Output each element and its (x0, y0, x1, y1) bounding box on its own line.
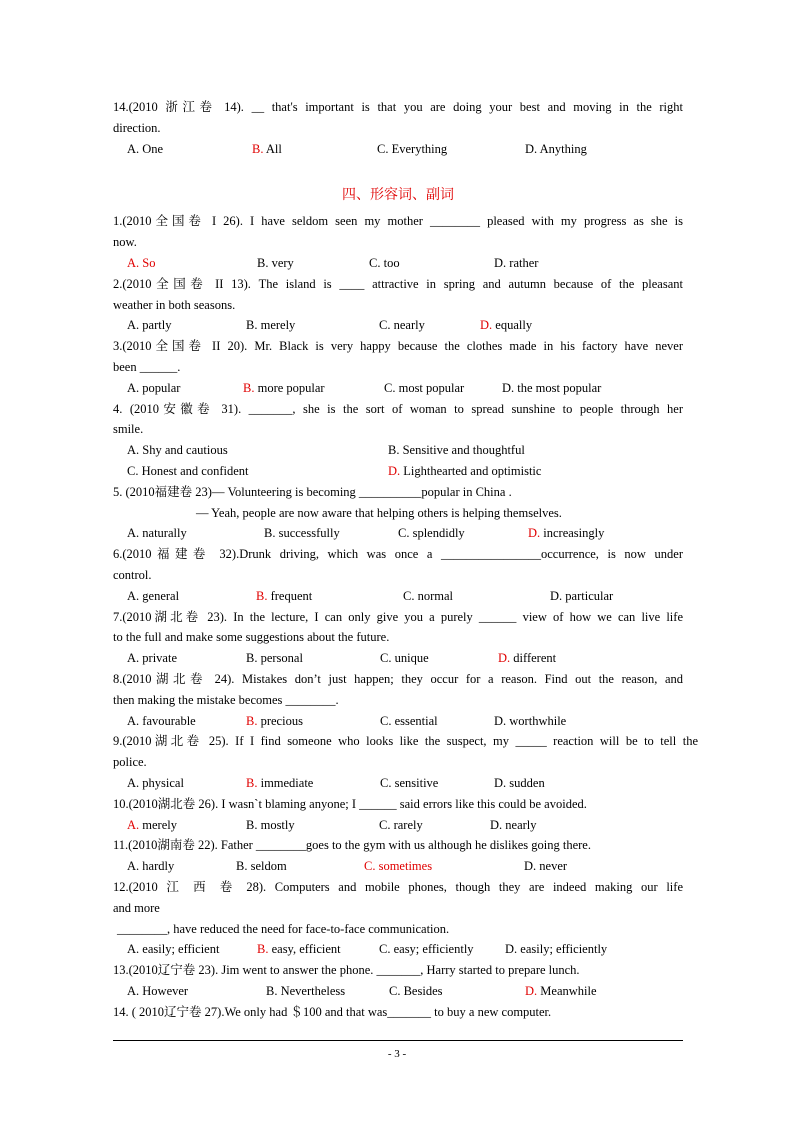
option-d: D. the most popular (502, 381, 602, 395)
option-c: C. too (369, 256, 400, 270)
question-stem-line: now. (113, 235, 137, 249)
option-c: C. sometimes (364, 859, 433, 873)
option-c: C. unique (380, 651, 429, 665)
question-stem-line: 11.(2010湖南卷 22). Father ________goes to the gym with us although he dislikes going there. (113, 838, 591, 852)
option-a: A. So (127, 256, 156, 270)
option-c: C. most popular (384, 381, 465, 395)
option-b: B. Sensitive and thoughtful (388, 443, 525, 457)
option-a: A. physical (127, 776, 184, 790)
option-b: B. seldom (236, 859, 287, 873)
option-b: B. more popular (243, 381, 325, 395)
option-d: D. different (498, 651, 557, 665)
footer-rule (113, 1040, 683, 1041)
question-stem-line: 9.(2010湖北卷 25). If I find someone who looks like the suspect, my _____ reaction will be to tell the (113, 734, 698, 748)
question-stem-line: 5. (2010福建卷 23)— Volunteering is becoming __________popular in China . (113, 485, 512, 499)
option-a: A. partly (127, 318, 172, 332)
question-stem-line: ________, have reduced the need for face-to-face communication. (117, 922, 450, 936)
option-c: C. normal (403, 589, 454, 603)
question-stem-line: 10.(2010湖北卷 26). I wasn`t blaming anyone; I ______ said errors like this could be avoided. (113, 797, 587, 811)
option-d: D. nearly (490, 818, 537, 832)
option-a: A. Shy and cautious (127, 443, 228, 457)
option-c: C. nearly (379, 318, 425, 332)
option-d: D. easily; efficiently (505, 942, 608, 956)
option-b: B. precious (246, 714, 303, 728)
question-stem-line: 6.(2010福建卷 32).Drunk driving, which was once a ________________occurrence, is now under (113, 547, 683, 561)
option-b: B. easy, efficient (257, 942, 341, 956)
option-a: A. easily; efficient (127, 942, 220, 956)
option-d: D. Lighthearted and optimistic (388, 464, 542, 478)
question-stem-line: 13.(2010辽宁卷 23). Jim went to answer the phone. _______, Harry started to prepare lunch. (113, 963, 580, 977)
option-a: A. hardly (127, 859, 175, 873)
option-b: B. Nevertheless (266, 984, 346, 998)
option-c: C. easy; efficiently (379, 942, 474, 956)
option-c: C. splendidly (398, 526, 465, 540)
option-d: D. sudden (494, 776, 545, 790)
question-stem-line: 7.(2010湖北卷 23). In the lecture, I can only give you a purely ______ view of how we can live life (113, 610, 683, 624)
section-heading: 四、形容词、副词 (342, 188, 454, 203)
option-c: C. Besides (389, 984, 443, 998)
question-stem-line: smile. (113, 422, 144, 436)
option-a: A. naturally (127, 526, 187, 540)
option-b: B. mostly (246, 818, 295, 832)
option-a: A. favourable (127, 714, 196, 728)
question-stem-line: 1.(2010全国卷 I 26). I have seldom seen my mother ________ pleased with my progress as she is (113, 214, 683, 228)
option-a: A. One (127, 142, 164, 156)
option-c: C. Honest and confident (127, 464, 249, 478)
option-b: B. merely (246, 318, 296, 332)
option-a: A. private (127, 651, 177, 665)
question-stem-line: 2.(2010全国卷 II 13). The island is ____ attractive in spring and autumn because of the pleasant (113, 277, 683, 291)
option-d: D. Anything (525, 142, 587, 156)
option-a: A. However (127, 984, 189, 998)
question-stem-line: then making the mistake becomes ________. (113, 693, 339, 707)
option-d: D. worthwhile (494, 714, 567, 728)
option-d: D. increasingly (528, 526, 605, 540)
option-d: D. Meanwhile (525, 984, 597, 998)
question-stem-line: and more (113, 901, 160, 915)
question-stem-line: 4. (2010安徽卷 31). _______, she is the sort of woman to spread sunshine to people through her (113, 402, 683, 416)
question-stem-line: 14. ( 2010辽宁卷 27).We only had ＄100 and that was_______ to buy a new computer. (113, 1005, 552, 1019)
option-d: D. equally (480, 318, 533, 332)
question-stem-line: — Yeah, people are now aware that helping others is helping themselves. (196, 506, 562, 520)
option-a: A. popular (127, 381, 181, 395)
question-stem-line: control. (113, 568, 152, 582)
question-stem-line: police. (113, 755, 147, 769)
option-c: C. rarely (379, 818, 423, 832)
question-stem-line: 3.(2010全国卷 II 20). Mr. Black is very happy because the clothes made in his factory have never (113, 339, 683, 353)
option-d: D. rather (494, 256, 539, 270)
question-stem-line: weather in both seasons. (113, 298, 236, 312)
option-b: B. very (257, 256, 294, 270)
option-a: A. general (127, 589, 180, 603)
option-c: C. essential (380, 714, 438, 728)
option-c: C. Everything (377, 142, 448, 156)
option-b: B. immediate (246, 776, 314, 790)
question-stem-line: direction. (113, 121, 161, 135)
question-stem-line: 12.(2010 江 西 卷 28). Computers and mobile phones, though they are indeed making our life (113, 880, 683, 894)
question-stem-line: to the full and make some suggestions about the future. (113, 630, 390, 644)
option-b: B. All (252, 142, 282, 156)
question-stem-line: 14.(2010 浙江卷 14). __ that's important is that you are doing your best and moving in the right (113, 100, 683, 114)
option-b: B. successfully (264, 526, 340, 540)
option-c: C. sensitive (380, 776, 439, 790)
option-d: D. never (524, 859, 568, 873)
option-b: B. personal (246, 651, 303, 665)
option-d: D. particular (550, 589, 614, 603)
question-stem-line: 8.(2010湖北卷 24). Mistakes don’t just happen; they occur for a reason. Find out the reason, and (113, 672, 683, 686)
option-a: A. merely (127, 818, 177, 832)
option-b: B. frequent (256, 589, 313, 603)
page-number: - 3 - (387, 1048, 407, 1060)
question-stem-line: been ______. (113, 360, 181, 374)
